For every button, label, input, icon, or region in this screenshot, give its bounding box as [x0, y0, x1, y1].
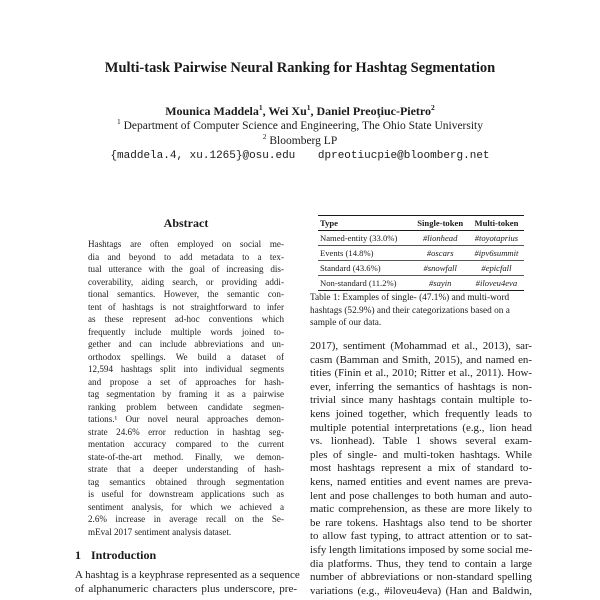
table-cell-single-token: #sayin: [412, 276, 469, 291]
right-body-line: kens, named entities and event names are preva-: [310, 475, 532, 488]
right-body-line: isfy length limitations imposed by some social me-: [310, 543, 533, 556]
abstract-line: tent of hashtags is not straightforward to infer: [88, 301, 284, 312]
abstract-line: state-of-the-art method. Finally, we demon-: [88, 451, 284, 462]
caption-line: Table 1: Examples of single- (47.1%) and multi-word: [310, 293, 510, 303]
right-body-line: dia platforms. Thus, they tend to contain a large: [310, 557, 532, 570]
abstract-line: ranking problem between candidate segmen-: [88, 401, 284, 412]
right-body-line: trivial since many hashtags contain multiple to-: [310, 394, 532, 407]
right-column-body: [310, 340, 532, 598]
abstract-line: Hashtags are often employed on social me-: [88, 239, 284, 249]
abstract-line: is useful for downstream applications such as: [88, 489, 284, 499]
right-body-line: to allow fast typing, to attract attention or to sat-: [310, 530, 532, 543]
author-affiliation-mark: 1: [258, 103, 263, 112]
table-row: [318, 246, 524, 261]
right-body-line: ples of single- and multi-token hashtags. While: [310, 448, 532, 461]
abstract-heading: Abstract: [163, 216, 209, 230]
table-row: [318, 231, 524, 246]
right-body-line: most hashtags represent a mix of standard to-: [310, 462, 532, 475]
affiliation-2-mark: 2: [262, 132, 267, 142]
affiliation-2-text: Bloomberg LP: [269, 135, 338, 147]
table-caption: [310, 292, 532, 330]
table-cell-multi-token: #epicfall: [469, 261, 524, 276]
introduction-body: [75, 568, 300, 596]
abstract-line: gether and can include abbreviations and un-: [88, 339, 284, 349]
affiliation-1-mark: 1: [116, 117, 121, 127]
caption-line: hashtags (52.9%) and their categorizations based on a: [310, 305, 510, 316]
author-name: Mounica Maddela: [165, 104, 259, 118]
author-list: [0, 104, 600, 119]
abstract-line: coverability, aiding search, or providing addi-: [88, 276, 284, 287]
right-body-line: 2017), sentiment (Mohammad et al., 2013), sar-: [310, 340, 532, 352]
abstract-line: strate that a deeper understanding of hash-: [88, 464, 284, 474]
table-cell-type: Standard (43.6%): [318, 261, 412, 276]
right-body-line: matic comprehension, as these are more likely to: [310, 503, 532, 516]
right-body-line: multiple potential interpretations (e.g., lion head: [310, 421, 532, 434]
table-header-single-token: Single-token: [412, 216, 469, 231]
abstract-line: mentation accuracy compared to the current: [88, 439, 284, 449]
section-heading-introduction: [75, 548, 156, 563]
right-body-line: casm (Bamman and Smith, 2015), and named en-: [310, 353, 532, 366]
abstract-line: mEval 2017 sentiment analysis dataset.: [88, 526, 232, 537]
table-cell-multi-token: #ipv6summit: [469, 246, 524, 261]
abstract-line: dia and beyond to add metadata to a tex-: [88, 251, 284, 262]
table-cell-multi-token: #toyotaprius: [469, 231, 524, 246]
table-cell-single-token: #snowfall: [412, 261, 469, 276]
author-affiliation-mark: 1: [306, 103, 311, 112]
table-cell-multi-token: #iloveu4eva: [469, 276, 524, 291]
table-cell-single-token: #oscars: [412, 246, 469, 261]
abstract-body: [88, 238, 284, 538]
section-title: Introduction: [91, 548, 157, 562]
author-name: Daniel Preoţiuc-Pietro: [316, 104, 432, 118]
table-header-type: Type: [318, 216, 412, 231]
introduction-line: of alphanumeric characters plus underscore, pre-: [75, 583, 297, 595]
table-cell-type: Named-entity (33.0%): [318, 231, 412, 246]
right-body-line: variations (e.g., #iloveu4eva) (Han and Baldwin,: [310, 584, 532, 597]
introduction-line: A hashtag is a keyphrase represented as a sequence: [75, 569, 300, 581]
affiliation-1: [0, 117, 600, 132]
abstract-line: tations.¹ Our novel neural approaches demon-: [88, 414, 284, 424]
author-affiliation-mark: 2: [431, 103, 435, 112]
email-bloomberg: dpreotiucpie@bloomberg.net: [317, 150, 490, 162]
email-line: [0, 150, 600, 162]
caption-line: sample of our data.: [310, 318, 382, 328]
abstract-line: tual utterance with the goal of increasing dis-: [88, 264, 284, 274]
table-cell-single-token: #lionhead: [412, 231, 469, 246]
abstract-line: and propose a set of approaches for hash-: [88, 376, 284, 387]
right-body-line: number of abbreviations or non-standard spelling: [310, 571, 532, 584]
right-body-line: vs. lionhead). Table 1 shows several exam-: [310, 435, 532, 448]
table-row: [318, 261, 524, 276]
abstract-line: orthodox spellings. We build a dataset of: [88, 351, 284, 362]
right-body-line: tities (Finin et al., 2010; Ritter et al., 2011). How-: [310, 367, 532, 380]
author-separator: ,: [262, 104, 269, 118]
table-header-row: [318, 216, 524, 231]
abstract-line: 12,594 hashtags split into individual segments: [88, 364, 284, 374]
abstract-line: sentiment analysis, for which we achieved a: [88, 501, 284, 512]
right-body-line: ever, inferring the semantics of hashtags is non-: [310, 380, 532, 393]
hashtag-examples-table: [318, 215, 524, 291]
affiliation-2: [0, 132, 600, 147]
email-osu: {maddela.4, xu.1265}@osu.edu: [110, 150, 296, 162]
section-number: 1: [75, 548, 81, 562]
table-header-multi-token: Multi-token: [469, 216, 524, 231]
table-cell-type: Events (14.8%): [318, 246, 412, 261]
table-body: [318, 231, 524, 291]
right-body-line: kens joined together, which frequently leads to: [310, 407, 532, 420]
affiliation-1-text: Department of Computer Science and Engineering, The Ohio State University: [123, 120, 483, 132]
abstract-line: 2.6% increase in average recall on the Se-: [88, 514, 284, 524]
author-name: Wei Xu: [268, 104, 307, 118]
paper-title: Multi-task Pairwise Neural Ranking for Hashtag Segmentation: [104, 60, 496, 76]
abstract-line: tag segmentation by framing it as a pairwise: [88, 389, 284, 399]
abstract-line: tional semantics. However, the semantic con-: [88, 289, 284, 299]
abstract-line: tag semantics obtained through segmentation: [88, 476, 284, 487]
table-row: [318, 276, 524, 291]
author-separator: ,: [310, 104, 317, 118]
table-cell-type: Non-standard (11.2%): [318, 276, 412, 291]
right-body-line: be rare tokens. Hashtags also tend to be shorter: [310, 516, 532, 529]
right-body-line: lent and pose challenges to both human and auto-: [310, 489, 532, 502]
abstract-line: strate 24.6% error reduction in hashtag seg-: [88, 426, 284, 437]
abstract-line: frequently include multiple words joined to-: [88, 326, 284, 337]
abstract-line: as these represent ad-hoc conventions which: [88, 314, 284, 324]
